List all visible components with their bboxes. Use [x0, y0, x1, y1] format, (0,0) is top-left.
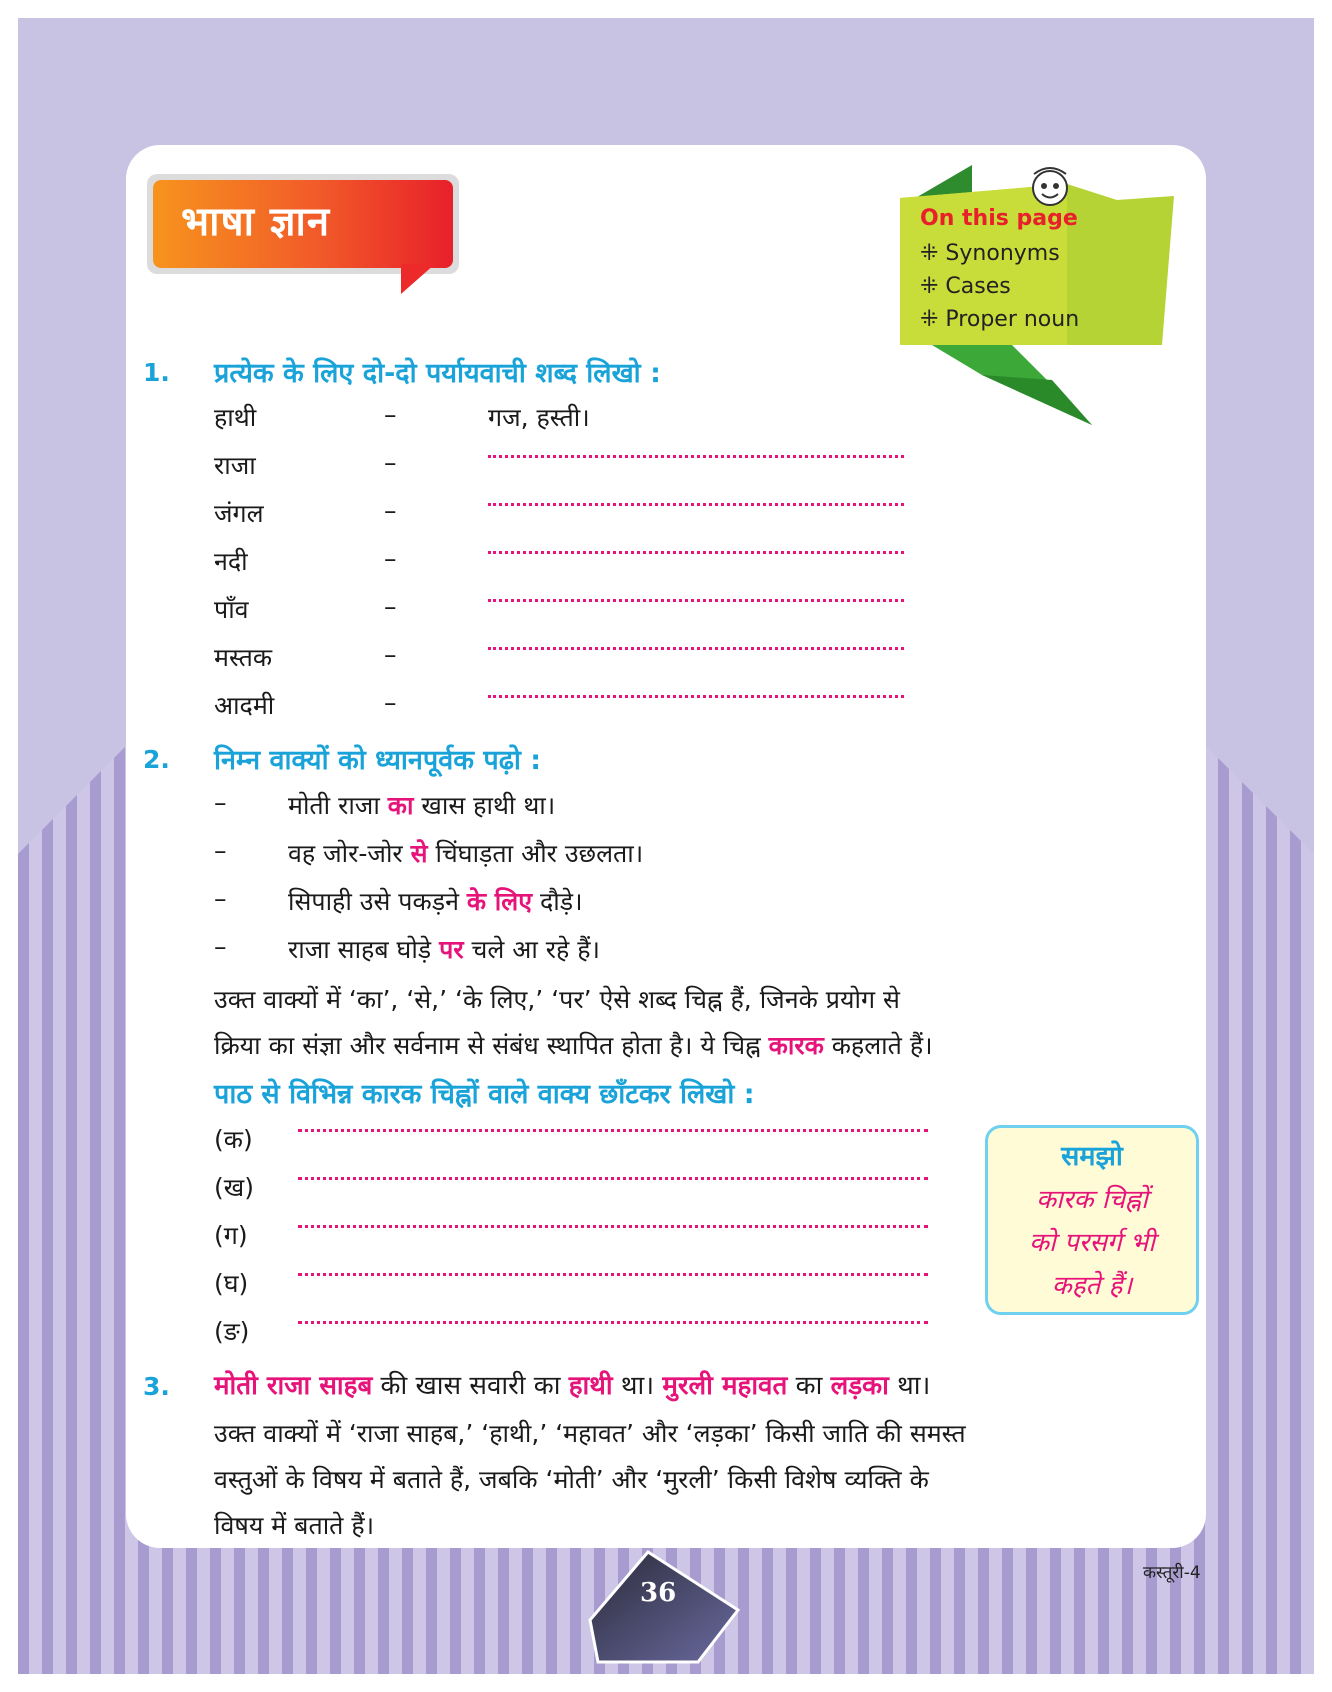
sentence-1 [288, 788, 555, 822]
answer-line[interactable] [488, 551, 904, 554]
karak-mark: से [410, 839, 428, 868]
explanation-text: कहलाते हैं। [823, 1031, 933, 1060]
dash: – [384, 640, 397, 669]
sentence-text: मोती राजा [288, 791, 388, 820]
word-haathi: हाथी [214, 403, 257, 432]
tip-line: कारक चिह्नों [1036, 1185, 1148, 1215]
on-this-page-note [920, 206, 1079, 340]
word-jangal: जंगल [214, 499, 264, 528]
answer-line[interactable] [298, 1225, 928, 1228]
answer-label-ka: (क) [214, 1125, 253, 1154]
note-item-synonyms: ⁜ Synonyms [920, 241, 1060, 266]
note-title: On this page [920, 206, 1078, 231]
sentence-bullet: – [214, 788, 227, 817]
section-heading-badge [153, 180, 463, 290]
common-noun-text: लड़का [830, 1371, 889, 1401]
question-2-title: निम्न वाक्यों को ध्यानपूर्वक पढ़ो : [214, 745, 542, 776]
word-paanv: पाँव [214, 595, 249, 624]
question-3-explanation-2: वस्तुओं के विषय में बताते हैं, जबकि ‘मोती’ और ‘मुरली’ किसी विशेष व्यक्ति के [214, 1465, 929, 1494]
answer-line[interactable] [298, 1321, 928, 1324]
answer-line[interactable] [298, 1129, 928, 1132]
proper-noun-text: मुरली महावत [662, 1371, 788, 1401]
sentence-text: सिपाही उसे पकड़ने [288, 887, 467, 916]
question-1-number: 1. [143, 358, 170, 387]
question-3-number: 3. [143, 1372, 170, 1401]
question-2-number: 2. [143, 745, 170, 774]
question-3-sentence [214, 1366, 930, 1402]
answer-label-ga: (ग) [214, 1221, 248, 1250]
question-3-explanation-1: उक्त वाक्यों में ‘राजा साहब,’ ‘हाथी,’ ‘महावत’ और ‘लड़का’ किसी जाति की समस्त [214, 1419, 966, 1448]
dash: – [384, 496, 397, 525]
karak-mark: पर [439, 935, 464, 964]
sentence-4 [288, 932, 600, 966]
karak-word: कारक [768, 1031, 824, 1060]
note-item-cases: ⁜ Cases [920, 274, 1011, 299]
sentence-2 [288, 836, 643, 870]
answer-label-nga: (ङ) [214, 1317, 250, 1346]
answer-line[interactable] [488, 455, 904, 458]
sentence-text: का [787, 1371, 831, 1401]
sentence-text: की खास सवारी का [372, 1371, 569, 1401]
answer-line[interactable] [488, 647, 904, 650]
answer-line[interactable] [488, 599, 904, 602]
sentence-text: वह जोर-जोर [288, 839, 411, 868]
question-3-explanation-3: विषय में बताते हैं। [214, 1511, 375, 1540]
dash: – [384, 448, 397, 477]
answer-label-gha: (घ) [214, 1269, 249, 1298]
sentence-text: चले आ रहे हैं। [463, 935, 600, 964]
explanation-line-2 [214, 1028, 933, 1062]
page-number: 36 [640, 1578, 677, 1608]
word-nadi: नदी [214, 547, 248, 576]
tip-title: समझो [1061, 1141, 1123, 1172]
answer-line[interactable] [298, 1177, 928, 1180]
dash: – [384, 400, 397, 429]
heading-tail [401, 264, 435, 294]
section-title: भाषा ज्ञान [181, 198, 331, 245]
question-2-subtitle: पाठ से विभिन्न कारक चिह्नों वाले वाक्य छाँटकर लिखो : [214, 1079, 755, 1110]
proper-noun-text: मोती राजा साहब [214, 1371, 373, 1401]
karak-mark: के लिए [466, 887, 533, 916]
karak-mark: का [387, 791, 414, 820]
answer-line[interactable] [488, 503, 904, 506]
explanation-text: क्रिया का संज्ञा और सर्वनाम से संबंध स्थापित होता है। ये चिह्न [214, 1031, 769, 1060]
word-aadmi: आदमी [214, 691, 275, 720]
common-noun-text: हाथी [568, 1371, 613, 1401]
background-corner-right [1194, 734, 1314, 854]
sentence-text: खास हाथी था। [413, 791, 556, 820]
sentence-text: चिंघाड़ता और उछलता। [427, 839, 644, 868]
question-1-title: प्रत्येक के लिए दो-दो पर्यायवाची शब्द लिखो : [214, 358, 661, 389]
note-item-proper-noun: ⁜ Proper noun [920, 307, 1080, 332]
cartoon-face-icon [1033, 168, 1067, 205]
book-name: कस्तूरी-4 [1143, 1563, 1201, 1583]
background-corner-left [18, 734, 138, 854]
page-number-badge [588, 1550, 748, 1670]
answer-label-kha: (ख) [214, 1173, 254, 1202]
word-mastak: मस्तक [214, 643, 273, 672]
dash: – [384, 688, 397, 717]
sentence-bullet: – [214, 932, 227, 961]
answer-line[interactable] [298, 1273, 928, 1276]
tip-box [985, 1125, 1199, 1315]
tip-line: कहते हैं। [1051, 1271, 1133, 1301]
tip-line: को परसर्ग भी [1029, 1228, 1155, 1258]
sentence-text: दौड़े। [532, 887, 583, 916]
sentence-text: राजा साहब घोड़े [288, 935, 440, 964]
sentence-bullet: – [214, 836, 227, 865]
word-raja: राजा [214, 451, 256, 480]
explanation-line-1: उक्त वाक्यों में ‘का’, ‘से,’ ‘के लिए,’ ‘पर’ ऐसे शब्द चिह्न हैं, जिनके प्रयोग से [214, 985, 900, 1014]
sentence-text: था। [888, 1371, 931, 1401]
dash: – [384, 592, 397, 621]
sentence-text: था। [612, 1371, 663, 1401]
example-answer: गज, हस्ती। [488, 403, 590, 432]
sentence-3 [288, 884, 583, 918]
sentence-bullet: – [214, 884, 227, 913]
dash: – [384, 544, 397, 573]
answer-line[interactable] [488, 695, 904, 698]
